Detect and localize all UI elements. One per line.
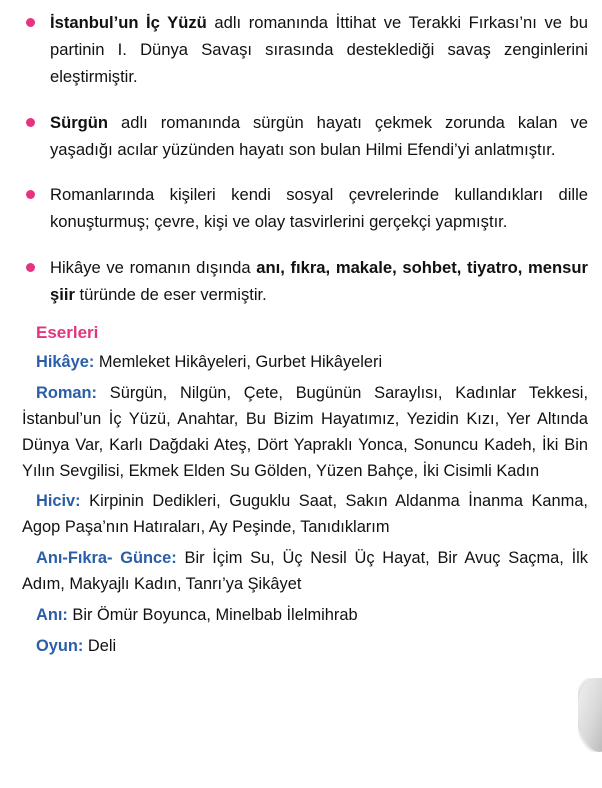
work-values: Sürgün, Nilgün, Çete, Bugünün Saraylısı, Kadınlar Tekkesi, İstanbul’un İç Yüzü, Anahtar, Bu Bizim Hayatımız, Yezidin Kızı, Yer Altında Dünya Var, Karlı Dağdaki Ateş, Dört Yapraklı Yonca, Sonuncu Kadeh, İki Bin Yılın Sevgilisi, Ekmek Elden Su Gölden, Yüzen Bahçe, İki Cisimli Kadın [22,383,588,480]
bulleted-notes-list [22,10,588,309]
work-label: Oyun: [36,637,84,656]
page-curl-shape [578,678,602,752]
works-heading: Eserleri [36,322,99,342]
work-entry-oyun [22,634,588,660]
list-item [22,10,588,91]
work-label: Anı: [36,606,68,625]
work-label: Hikâye: [36,352,95,371]
list-item [22,255,588,309]
page-curl-decoration [578,678,602,752]
list-item-text: Romanlarında kişileri kendi sosyal çevrelerinde kullandıkları dille konuşturmuş; çevre, kişi ve olay tasvirlerini gerçekçi yapmıştır. [50,185,588,232]
bullet-dot-icon [26,190,35,199]
list-item-text: Hikâye ve romanın dışında anı, fıkra, makale, sohbet, tiyatro, mensur şiir türünde de eser vermiştir. [50,258,588,304]
work-values: Memleket Hikâyeleri, Gurbet Hikâyeleri [94,352,383,371]
works-section [22,323,588,660]
list-item-text: İstanbul’un İç Yüzü adlı romanında İttihat ve Terakki Fırkası’nı ve bu partinin I. Dünya Savaşı sırasında desteklediği savaş zenginlerini eleştirmiştir. [50,13,588,86]
work-label: Anı-Fıkra- Günce: [36,549,177,568]
bullet-dot-icon [26,118,35,127]
bullet-dot-icon [26,263,35,272]
work-values: Kirpinin Dedikleri, Guguklu Saat, Sakın Aldanma İnanma Kanma, Agop Paşa’nın Hatıraları, Ay Peşinde, Tanıdıklarım [22,492,588,537]
list-item-text: Sürgün adlı romanında sürgün hayatı çekmek zorunda kalan ve yaşadığı acılar yüzünden hayatı son bulan Hilmi Efendi’yi anlatmıştır. [50,112,588,159]
work-values: Bir İçim Su, Üç Nesil Üç Hayat, Bir Avuç Saçma, İlk Adım, Makyajlı Kadın, Tanrı’ya Şikâyet [22,549,588,594]
work-label: Roman: [36,383,98,402]
work-entry-ani [22,603,588,629]
bullet-dot-icon [26,18,35,27]
work-entry-roman [22,381,588,485]
work-entry-hiciv [22,489,588,541]
work-values: Deli [83,637,117,656]
work-entry-hikaye [22,350,588,376]
work-entry-ani-fikra-gunce [22,546,588,598]
list-item [22,182,588,236]
work-label: Hiciv: [36,492,81,511]
work-values: Bir Ömür Boyunca, Minelbab İlelmihrab [67,606,358,625]
list-item [22,110,588,164]
